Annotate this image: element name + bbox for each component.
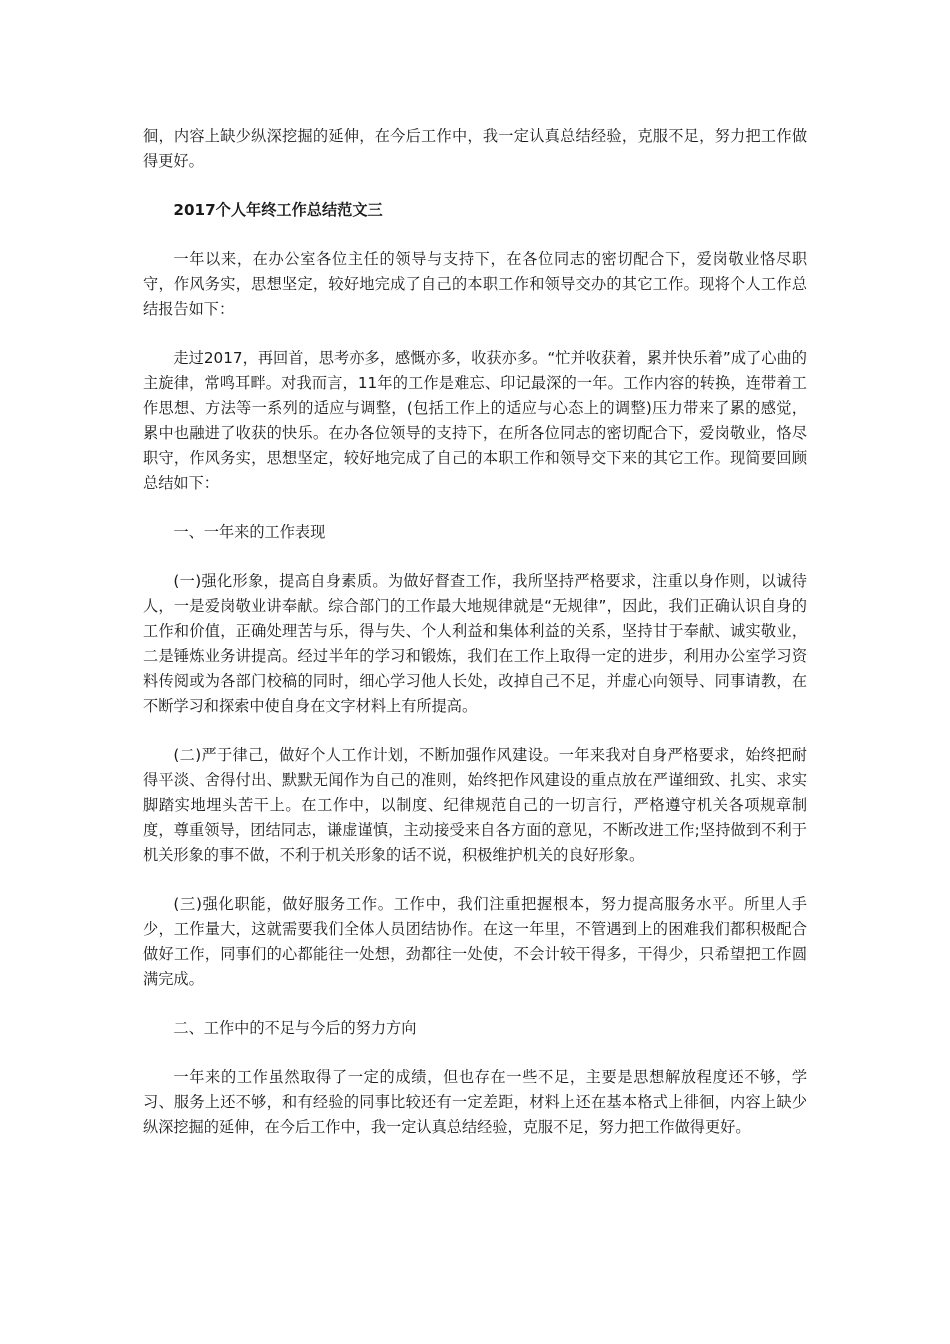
- part1-item2-paragraph: (二)严于律己，做好个人工作计划，不断加强作风建设。一年来我对自身严格要求，始终把耐得平淡、舍得付出、默默无闻作为自己的准则，始终把作风建设的重点放在严谨细致、扎实、求实脚踏实地埋头苦干上。在工作中，以制度、纪律规范自己的一切言行，严格遵守机关各项规章制度，尊重领导，团结同志，谦虚谨慎，主动接受来自各方面的意见，不断改进工作;坚持做到不利于机关形象的事不做，不利于机关形象的话不说，积极维护机关的良好形象。: [143, 746, 807, 864]
- carryover-paragraph: 徊，内容上缺少纵深挖掘的延伸，在今后工作中，我一定认真总结经验，克服不足，努力把工作做得更好。: [143, 127, 807, 170]
- review-paragraph: 走过2017，再回首，思考亦多，感慨亦多，收获亦多。“忙并收获着，累并快乐着”成了心曲的主旋律，常鸣耳畔。对我而言，11年的工作是难忘、印记最深的一年。工作内容的转换，连带着工作思想、方法等一系列的适应与调整，(包括工作上的适应与心态上的调整)压力带来了累的感觉，累中也融进了收获的快乐。在办各位领导的支持下，在所各位同志的密切配合下，爱岗敬业，恪尽职守，作风务实，思想坚定，较好地完成了自己的本职工作和领导交下来的其它工作。现简要回顾总结如下：: [143, 349, 807, 492]
- section-title: 2017个人年终工作总结范文三: [173, 201, 383, 219]
- part1-heading: 一、一年来的工作表现: [173, 523, 326, 541]
- document-page: [143, 124, 807, 1140]
- part1-item1-paragraph: (一)强化形象，提高自身素质。为做好督查工作，我所坚持严格要求，注重以身作则，以诚待人，一是爱岗敬业讲奉献。综合部门的工作最大地规律就是“无规律”，因此，我们正确认识自身的工作和价值，正确处理苦与乐，得与失、个人利益和集体利益的关系，坚持甘于奉献、诚实敬业，二是锤炼业务讲提高。经过半年的学习和锻炼，我们在工作上取得一定的进步，利用办公室学习资料传阅或为各部门校稿的同时，细心学习他人长处，改掉自己不足，并虚心向领导、同事请教，在不断学习和探索中使自身在文字材料上有所提高。: [143, 572, 807, 715]
- intro-paragraph: 一年以来，在办公室各位主任的领导与支持下，在各位同志的密切配合下，爱岗敬业恪尽职守，作风务实，思想坚定，较好地完成了自己的本职工作和领导交办的其它工作。现将个人工作总结报告如下：: [143, 250, 807, 318]
- part1-item3-paragraph: (三)强化职能，做好服务工作。工作中，我们注重把握根本，努力提高服务水平。所里人手少，工作量大，这就需要我们全体人员团结协作。在这一年里，不管遇到上的困难我们都积极配合做好工作，同事们的心都能往一处想，劲都往一处使，不会计较干得多，干得少，只希望把工作圆满完成。: [143, 895, 807, 988]
- part2-body-paragraph: 一年来的工作虽然取得了一定的成绩，但也存在一些不足，主要是思想解放程度还不够，学习、服务上还不够，和有经验的同事比较还有一定差距，材料上还在基本格式上徘徊，内容上缺少纵深挖掘的延伸，在今后工作中，我一定认真总结经验，克服不足，努力把工作做得更好。: [143, 1068, 807, 1136]
- part2-heading: 二、工作中的不足与今后的努力方向: [173, 1019, 417, 1037]
